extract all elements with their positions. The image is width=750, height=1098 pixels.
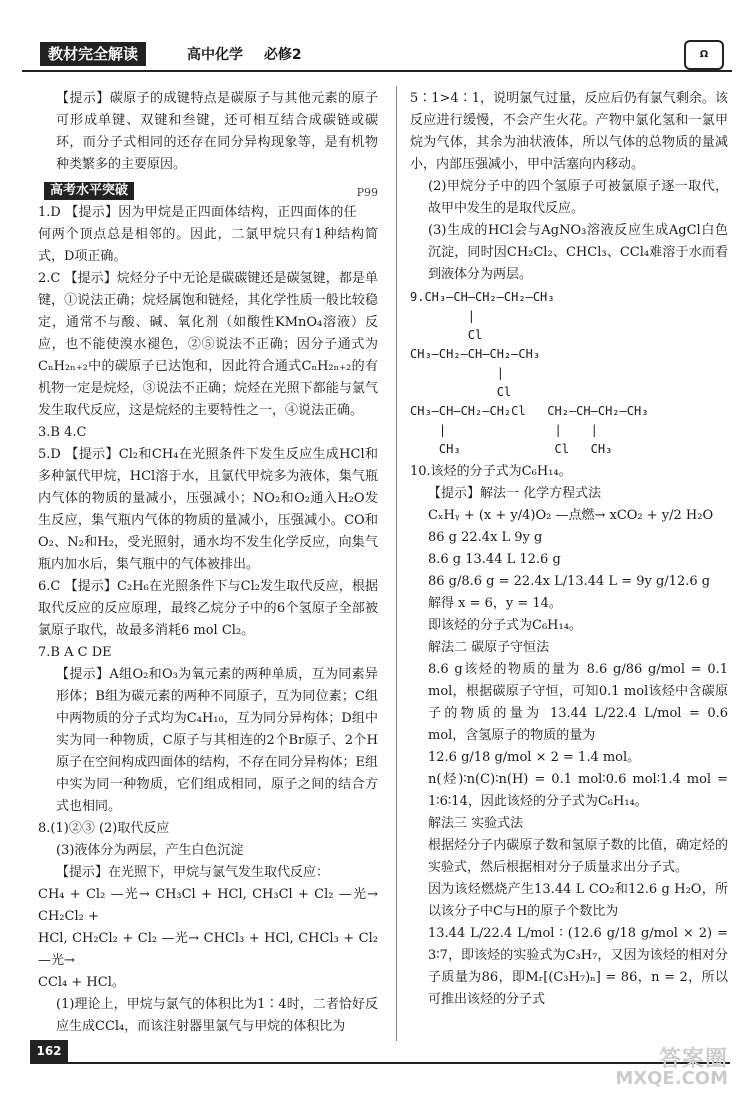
watermark-url: MXQE.COM (615, 1068, 728, 1089)
page-header (22, 38, 732, 72)
equation-line-1: CH₄ + Cl₂ —光→ CH₃Cl + HCl, CH₃Cl + Cl₂ —光→ CH₂Cl₂ + (38, 887, 378, 924)
section-header (38, 176, 378, 202)
column-divider (396, 86, 397, 1041)
equation-line-2: HCl, CH₂Cl₂ + Cl₂ —光→ CHCl₃ + HCl, CHCl₃ + Cl₂ —光→ (38, 931, 378, 968)
footer-rule (30, 1062, 730, 1064)
method-2-title: 解法二 碳原子守恒法 (428, 640, 550, 655)
method-2-ratio: n(烃)∶n(C)∶n(H) = 0.1 mol∶0.6 mol∶1.4 mol = 1∶6∶14，因此该烃的分子式为C₆H₁₄。 (428, 772, 728, 809)
answer-8: 8.(1)②③ (2)取代反应 (38, 821, 170, 836)
method-3-intro: 根据烃分子内碳原子数和氢原子数的比值，确定烃的实验式，然后根据相对分子质量求出分子式。 (428, 838, 728, 875)
equation-row-2: 8.6 g 13.44 L 12.6 g (428, 552, 561, 567)
method-3-title: 解法三 实验式法 (428, 816, 524, 831)
answer-1: 1.D 【提示】因为甲烷是正四面体结构，正四面体的任何两个顶点总是相邻的。因此，二氯甲烷只有1种结构简式，D项正确。 (38, 205, 378, 264)
page-number: 162 (30, 1040, 68, 1062)
answer-3-4: 3.B 4.C (38, 425, 87, 440)
equation-line-3: CCl₄ + HCl。 (38, 975, 125, 990)
left-column (38, 88, 378, 1038)
intro-hint: 【提示】碳原子的成键特点是碳原子与其他元素的原子可形成单键、双键和叁键，还可相互结合成碳链或碳环，而分子式相同的还存在同分异构现象等，是有机物种类繁多的主要原因。 (56, 91, 378, 172)
answer-8-explanation: (1)理论上，甲烷与氯气的体积比为1∶4时，二者恰好反应生成CCl₄，而该注射器里氯气与甲烷的体积比为 (56, 997, 378, 1034)
answer-9-structures: 9.CH₃—CH—CH₂—CH₂—CH₃ | Cl CH₃—CH₂—CH—CH₂—CH₃ | Cl CH₃—CH—CH₂—CH₂Cl CH₂—CH—CH₂—CH₃ | | | CH₃ Cl CH₃ (410, 290, 649, 456)
book-title: 教材完全解读 (40, 42, 146, 66)
method-2-hydrogen: 12.6 g/18 g/mol × 2 = 1.4 mol。 (428, 750, 641, 765)
section-title: 高考水平突破 (44, 182, 134, 200)
answer-6: 6.C 【提示】C₂H₆在光照条件下与Cl₂发生取代反应，根据取代反应的反应原理，最终乙烷分子中的6个氢原子全部被氯原子取代，故最多消耗6 mol Cl₂。 (38, 579, 378, 638)
right-column (410, 88, 728, 1011)
formula-result: 即该烃的分子式为C₆H₁₄。 (428, 618, 582, 633)
method-3-body: 因为该烃燃烧产生13.44 L CO₂和12.6 g H₂O，所以该分子中C与H的原子个数比为 (428, 882, 728, 919)
proportion: 86 g/8.6 g = 22.4x L/13.44 L = 9y g/12.6 g (428, 574, 711, 589)
section-page-ref: P99 (356, 186, 378, 199)
answer-7: 7.B A C DE (38, 645, 112, 660)
publisher-logo: Ω (684, 40, 724, 70)
method-3-ratio: 13.44 L/22.4 L/mol ∶ (12.6 g/18 g/mol × 2) = 3∶7，即该烃的实验式为C₃H₇，又因为该烃的相对分子质量为86，即Mᵣ[(C₃H₇)ₙ] = 86，n = 2，所以可推出该烃的分子式 (428, 926, 728, 1007)
equation-row-1: 86 g 22.4x L 9y g (428, 530, 543, 545)
combustion-equation: CₓHᵧ + (x + y/4)O₂ —点燃→ xCO₂ + y/2 H₂O (428, 508, 714, 523)
header-rule (22, 70, 732, 72)
answer-10: 10.该烃的分子式为C₆H₁₄。 (410, 464, 572, 479)
answer-7-hint: 【提示】A组O₂和O₃为氧元素的两种单质，互为同素异形体；B组为碳元素的两种不同原子，互为同位素；C组中两物质的分子式均为C₄H₁₀，互为同分异构体；D组中实为同一种物质，C原子与其相连的2个Br原子、2个H原子在空间构成四面体的结构，不存在同分异构体；E组中实为同一种物质，它们组成相同，原子之间的结合方式也相同。 (56, 667, 378, 814)
subject-label: 高中化学 (187, 47, 243, 63)
watermark-logo: 答案圈 (658, 1047, 728, 1072)
part-3-explanation: (3)生成的HCl会与AgNO₃溶液反应生成AgCl白色沉淀，同时因CH₂Cl₂、CHCl₃、CCl₄难溶于水而看到液体分为两层。 (428, 223, 728, 282)
answer-5: 5.D 【提示】Cl₂和CH₄在光照条件下发生反应生成HCl和多种氯代甲烷，HCl溶于水，且氯代甲烷多为液体，集气瓶内气体的物质的量减小，压强减小；NO₂和O₂通入H₂O发生反应，集气瓶内气体的物质的量减小，压强减小。CO和O₂、N₂和H₂，受光照射，通水均不发生化学反应，向集气瓶内加水后，集气瓶中的气体被排出。 (38, 447, 378, 572)
method-2-body: 8.6 g该烃的物质的量为 8.6 g/86 g/mol = 0.1 mol，根据碳原子守恒，可知0.1 mol该烃中含碳原子的物质的量为 13.44 L/22.4 L/mol = 0.6 mol，含氢原子的物质的量为 (428, 662, 728, 743)
solution-xy: 解得 x = 6，y = 14。 (428, 596, 562, 611)
volume-label: 必修2 (263, 47, 302, 63)
part-2-explanation: (2)甲烷分子中的四个氢原子可被氯原子逐一取代，故甲中发生的是取代反应。 (428, 179, 728, 216)
continued-explanation: 5∶1>4∶1，说明氯气过量，反应后仍有氯气剩余。该反应进行缓慢，不会产生火花。产物中氯化氢和一氯甲烷为气体，其余为油状液体，所以气体的总物质的量减小，内部压强减小，甲中活塞向内移动。 (410, 91, 728, 172)
answer-2: 2.C 【提示】烷烃分子中无论是碳碳键还是碳氢键，都是单键，①说法正确；烷烃属饱和链烃，其化学性质一般比较稳定，通常不与酸、碱、氧化剂（如酸性KMnO₄溶液）反应，也不能使溴水褪色，②⑤说法不正确；因分子通式为CₙH₂ₙ₊₂中的碳原子已达饱和，因此符合通式CₙH₂ₙ₊₂的有机物一定是烷烃，③说法不正确；烷烃在光照下都能与氯气发生取代反应，这是烷烃的主要特性之一，④说法正确。 (38, 271, 378, 418)
answer-8-part3: (3)液体分为两层，产生白色沉淀 (56, 843, 244, 858)
answer-8-hint: 【提示】在光照下，甲烷与氯气发生取代反应： (56, 865, 330, 880)
subject-line (187, 44, 318, 64)
method-1-title: 【提示】解法一 化学方程式法 (428, 486, 602, 501)
